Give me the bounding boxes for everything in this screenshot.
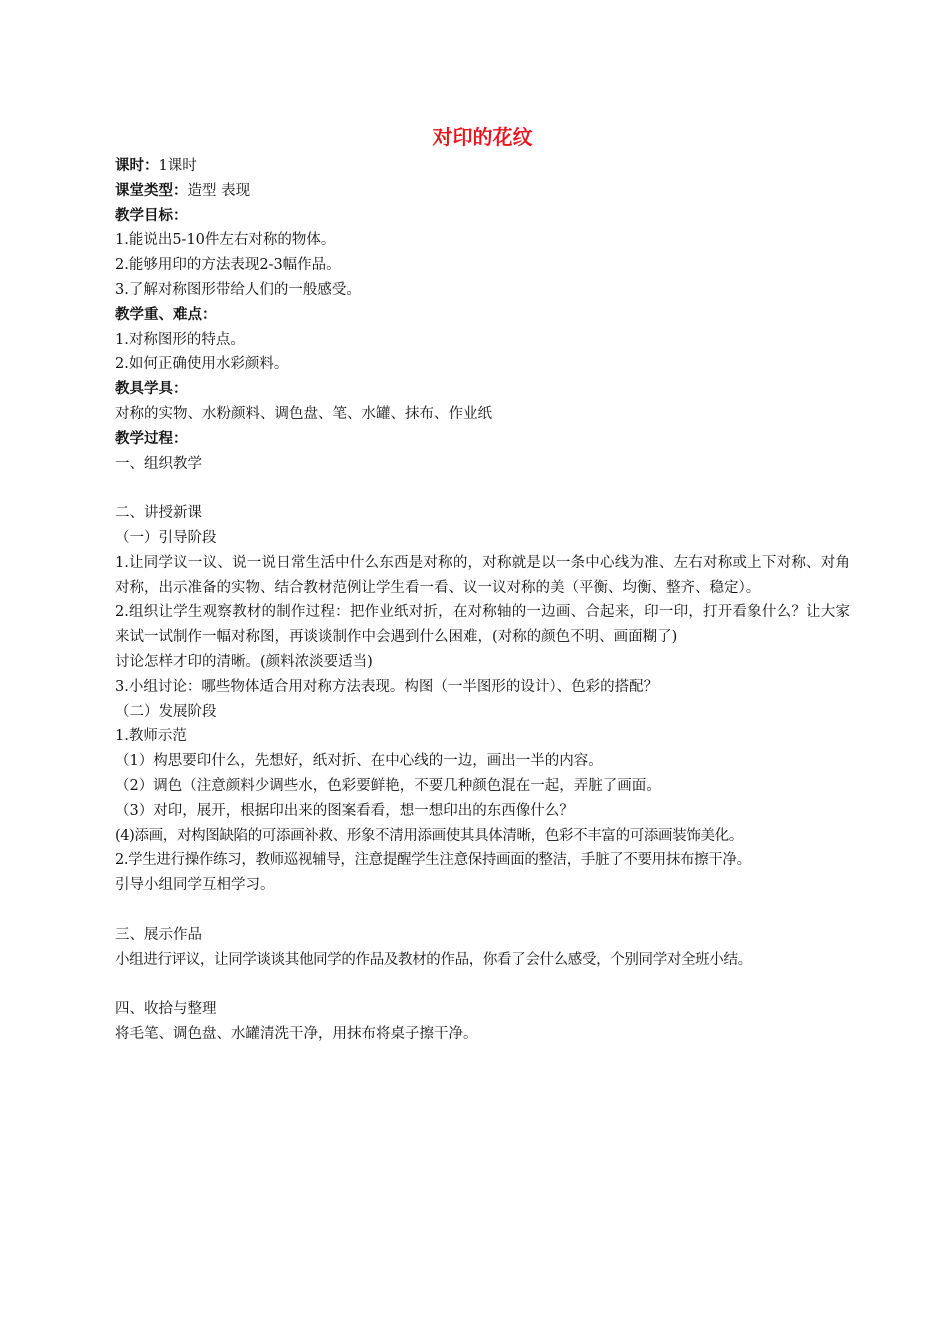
- section-heading: 二、讲授新课: [115, 505, 202, 522]
- document-page: [115, 122, 850, 1047]
- hours-value: 1课时: [158, 158, 197, 174]
- paragraph: 1.教师示范: [115, 728, 187, 745]
- demo-step: (4)添画，对构图缺陷的可添画补救、形象不清用添画使其具体清晰，色彩不丰富的可添画装饰美化。: [115, 827, 743, 844]
- objective-item: 2.能够用印的方法表现2-3幅作品。: [115, 257, 341, 274]
- tools-heading: 教具学具：: [115, 381, 188, 398]
- paragraph: 1.让同学议一议、说一说日常生活中什么东西是对称的，对称就是以一条中心线为准、左右对称或上下对称、对角对称，出示准备的实物、结合教材范例让学生看一看、议一议对称的美（平衡、均衡、整齐、稳定）。: [115, 554, 850, 596]
- paragraph: 2.组织让学生观察教材的制作过程：把作业纸对折，在对称轴的一边画、合起来，印一印，打开看象什么？让大家来试一试制作一幅对称图，再谈谈制作中会遇到什么困难，(对称的颜色不明、画面糊了): [115, 604, 850, 646]
- paragraph: 将毛笔、调色盘、水罐清洗干净，用抹布将桌子擦干净。: [115, 1025, 478, 1042]
- section-heading: 四、收拾与整理: [115, 1001, 217, 1018]
- document-title: 对印的花纹: [432, 125, 533, 149]
- objective-item: 1.能说出5-10件左右对称的物体。: [115, 232, 336, 249]
- paragraph: 2.学生进行操作练习，教师巡视辅导，注意提醒学生注意保持画面的整洁，手脏了不要用抹布擦干净。: [115, 852, 751, 869]
- blank-line: [115, 476, 850, 501]
- phase-heading: （二）发展阶段: [115, 703, 217, 720]
- paragraph: 讨论怎样才印的清晰。(颜料浓淡要适当): [115, 653, 373, 670]
- blank-line: [115, 972, 850, 997]
- demo-step: （2）调色（注意颜料少调些水，色彩要鲜艳，不要几种颜色混在一起，弄脏了画面。: [115, 777, 661, 794]
- key-point-item: 1.对称图形的特点。: [115, 331, 245, 348]
- paragraph: 小组进行评议，让同学谈谈其他同学的作品及教材的作品，你看了会什么感受，个别同学对全班小结。: [115, 951, 752, 968]
- type-value: 造型 表现: [187, 182, 251, 199]
- hours-line: [115, 154, 850, 179]
- objective-item: 3.了解对称图形带给人们的一般感受。: [115, 281, 361, 298]
- type-line: [115, 179, 850, 204]
- phase-heading: （一）引导阶段: [115, 529, 217, 546]
- objectives-heading: 教学目标：: [115, 207, 188, 224]
- demo-step: （3）对印，展开，根据印出来的图案看看，想一想印出的东西像什么？: [115, 802, 574, 819]
- section-heading: 一、组织教学: [115, 455, 202, 472]
- blank-line: [115, 898, 850, 923]
- hours-label: 课时：: [115, 158, 159, 174]
- section-heading: 三、展示作品: [115, 926, 202, 943]
- type-label: 课堂类型：: [115, 182, 188, 199]
- tools-text: 对称的实物、水粉颜料、调色盘、笔、水罐、抹布、作业纸: [115, 405, 492, 422]
- key-points-heading: 教学重、难点：: [115, 306, 217, 323]
- paragraph: 引导小组同学互相学习。: [115, 877, 275, 894]
- key-point-item: 2.如何正确使用水彩颜料。: [115, 356, 289, 373]
- process-heading: 教学过程：: [115, 430, 188, 447]
- paragraph: 3.小组讨论：哪些物体适合用对称方法表现。构图（一半图形的设计）、色彩的搭配？: [115, 678, 659, 695]
- demo-step: （1）构思要印什么，先想好，纸对折、在中心线的一边，画出一半的内容。: [115, 753, 603, 770]
